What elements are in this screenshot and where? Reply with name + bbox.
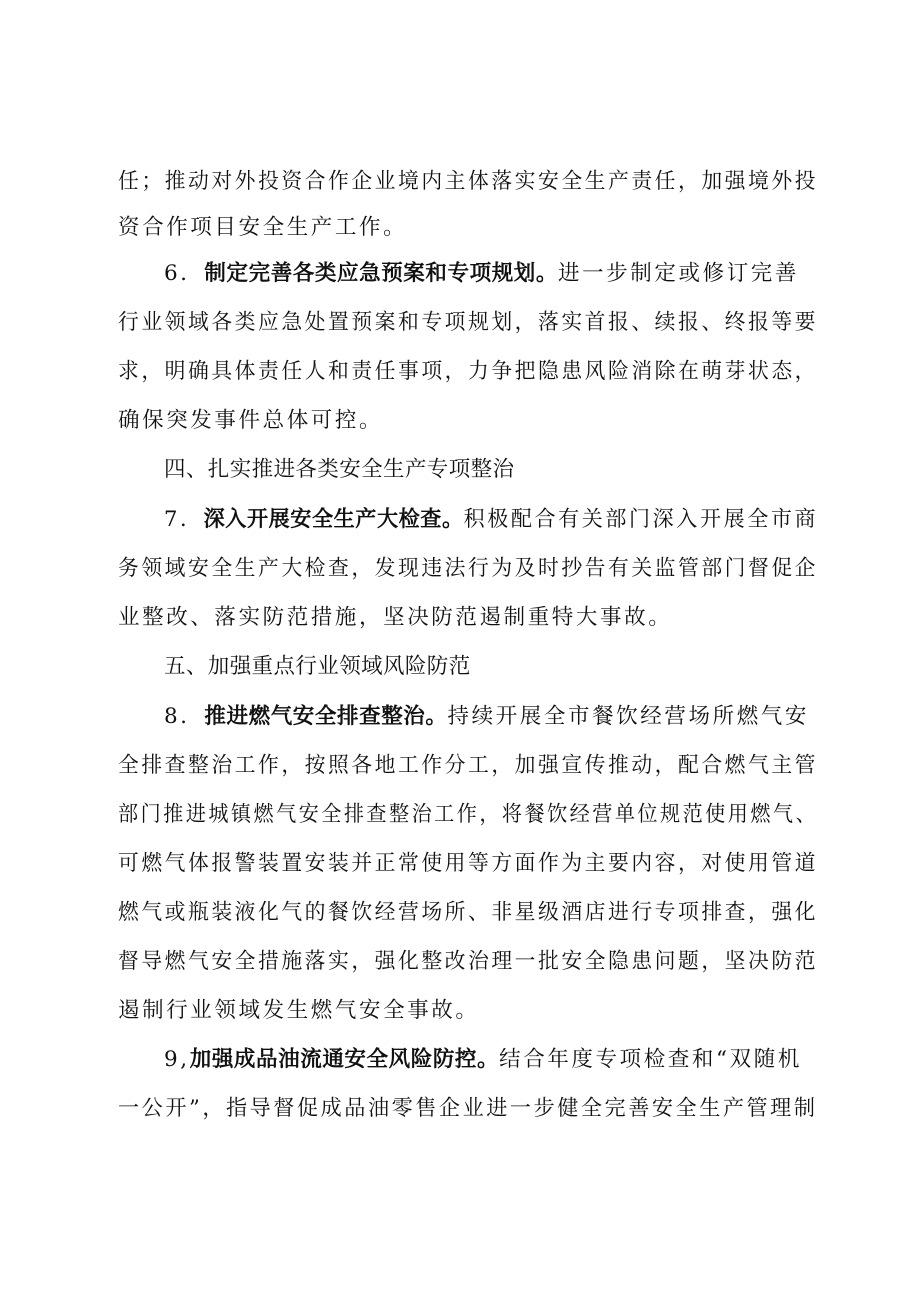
section-4-heading: 四、扎实推进各类安全生产专项整治 — [164, 457, 515, 482]
paragraph-line: 求，明确具体责任人和责任事项，力争把隐患风险消除在萌芽状态， — [118, 359, 819, 384]
paragraph-line: 遏制行业领域发生燃气安全事故。 — [118, 998, 480, 1023]
paragraph-line: 确保突发事件总体可控。 — [118, 408, 384, 433]
item-6-line — [164, 260, 799, 288]
item-6-number: 6． — [164, 261, 205, 286]
paragraph-line: 可燃气体报警装置安装并正常使用等方面作为主要内容，对使用管道 — [118, 851, 819, 876]
paragraph-line: 部门推进城镇燃气安全排查整治工作，将餐饮经营单位规范使用燃气、 — [118, 802, 819, 827]
paragraph-line: 燃气或瓶装液化气的餐饮经营场所、非星级酒店进行专项排查，强化 — [118, 900, 819, 925]
item-7-title: 深入开展安全生产大检查。 — [203, 507, 464, 532]
paragraph-line: 一公开”，指导督促成品油零售企业进一步健全完善安全生产管理制 — [118, 1096, 818, 1121]
section-5-heading: 五、加强重点行业领域风险防范 — [164, 654, 471, 679]
item-8-title: 推进燃气安全排查整治。 — [204, 704, 448, 729]
item-7-line — [164, 506, 818, 534]
item-6-title: 制定完善各类应急预案和专项规划。 — [204, 261, 558, 286]
paragraph-line: 督导燃气安全措施落实，强化整改治理一批安全隐患问题，坚决防范 — [118, 949, 819, 974]
item-9-number: 9, — [164, 1047, 190, 1072]
paragraph-line: 任；推动对外投资合作企业境内主体落实安全生产责任，加强境外投 — [118, 169, 819, 194]
item-9-line — [164, 1046, 802, 1074]
paragraph-line: 行业领域各类应急处置预案和专项规划，落实首报、续报、终报等要 — [118, 310, 819, 335]
item-8-number: 8． — [164, 704, 205, 729]
paragraph-line: 全排查整治工作，按照各地工作分工，加强宣传推动，配合燃气主管 — [118, 753, 819, 778]
item-6-text: 进一步制定或修订完善 — [558, 261, 800, 286]
item-7-text: 积极配合有关部门深入开展全市商 — [463, 507, 819, 532]
item-9-text: 结合年度专项检查和“双随机 — [499, 1047, 802, 1072]
item-7-number: 7． — [164, 507, 204, 532]
paragraph-line: 务领域安全生产大检查，发现违法行为及时抄告有关监管部门督促企 — [118, 556, 819, 581]
paragraph-line: 资合作项目安全生产工作。 — [118, 215, 408, 240]
item-8-text: 持续开展全市餐饮经营场所燃气安 — [447, 704, 810, 729]
item-9-title: 加强成品油流通安全风险防控。 — [189, 1047, 500, 1072]
paragraph-line: 业整改、落实防范措施，坚决防范遏制重特大事故。 — [118, 605, 673, 630]
item-8-line — [164, 703, 809, 731]
